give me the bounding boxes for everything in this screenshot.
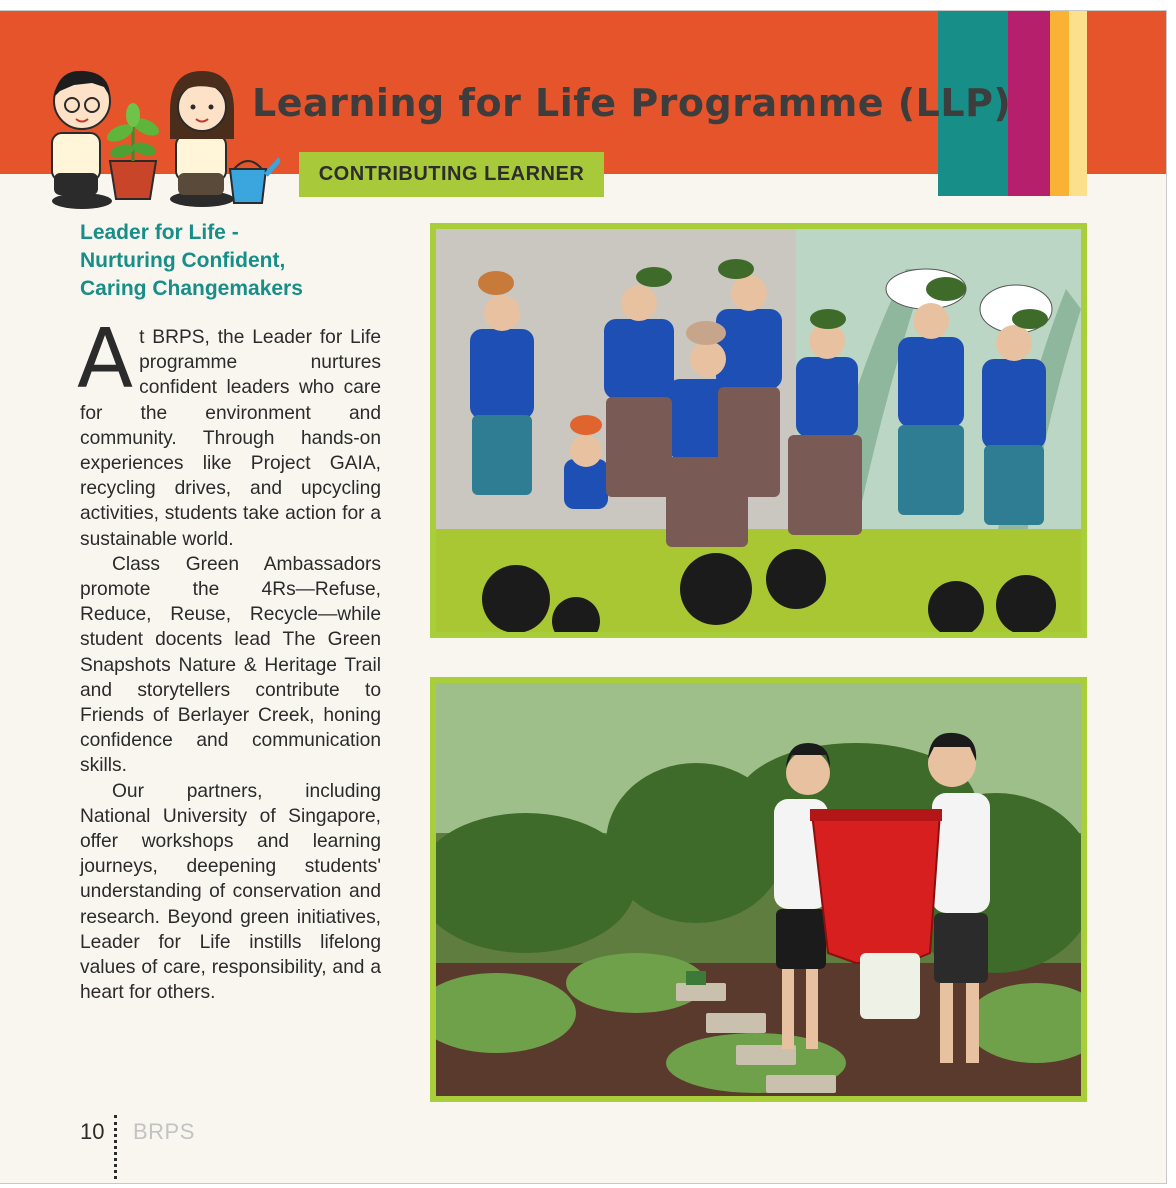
kids-with-plant-illustration <box>30 61 280 211</box>
paragraph <box>77 312 381 552</box>
subheading-line: Nurturing Confident, <box>80 249 286 272</box>
footer-brand: BRPS <box>133 1119 195 1144</box>
amber-stripe <box>1050 11 1069 196</box>
magazine-page <box>0 10 1167 1184</box>
photo-garden-bin <box>430 677 1087 1102</box>
article-body <box>77 312 381 1005</box>
photo-garden-image <box>436 683 1081 1096</box>
drop-cap: A <box>77 312 134 407</box>
footer-divider <box>114 1115 117 1179</box>
article-subheading <box>80 219 380 303</box>
photo-student-presentation <box>430 223 1087 638</box>
subheading-line: Leader for Life - <box>80 221 239 244</box>
subheading-line: Caring Changemakers <box>80 277 303 300</box>
paragraph-text: t BRPS, the Leader for Life programme nurtures confident leaders who care for the environment and community. Through hands-on experiences like Project GAIA, recycling drives, and upcycling activities, students take action for a sustainable world. <box>80 327 381 550</box>
page-number: 10 <box>80 1119 105 1144</box>
page-title: Learning for Life Programme (LLP) <box>252 81 1012 125</box>
magenta-stripe <box>1008 11 1050 196</box>
paragraph: Class Green Ambassadors promote the 4Rs—Refuse, Reduce, Reuse, Recycle—while student docents lead The Green Snapshots Nature & Heritage Trail and storytellers contribute to Friends of Berlayer Creek, honing confidence and communication skills. <box>80 553 381 777</box>
section-tag: CONTRIBUTING LEARNER <box>299 152 604 197</box>
cream-stripe <box>1069 11 1087 196</box>
paragraph: Our partners, including National University of Singapore, offer workshops and learning journeys, deepening students' understanding of conservation and research. Beyond green initiatives, Leader for Life instills lifelong values of care, responsibility, and a heart for others. <box>80 780 381 1004</box>
photo-presentation-image <box>436 229 1081 632</box>
